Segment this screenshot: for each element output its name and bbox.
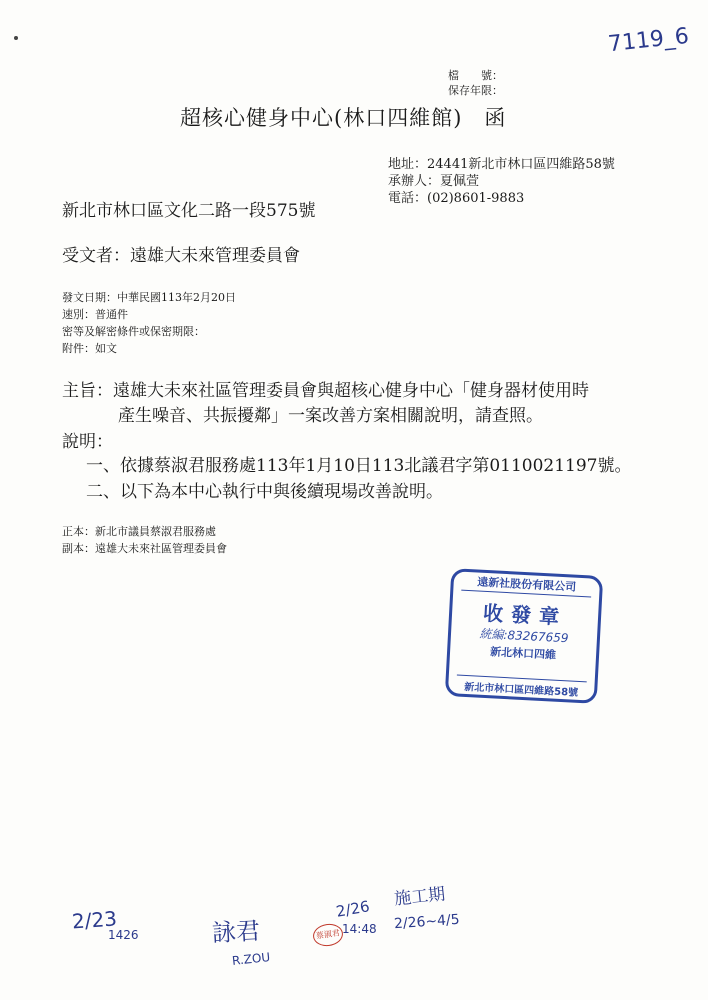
subject-line-1: 主旨：遠雄大未來社區管理委員會與超核心健身中心「健身器材使用時 (62, 381, 589, 401)
copy-cc: 副本：遠雄大未來社區管理委員會 (62, 542, 227, 555)
handwritten-note-construction-period: 2/26~4/5 (393, 911, 461, 933)
security-level: 密等及解密條件或保密期限： (62, 325, 205, 338)
explanation-item-1: 一、依據蔡淑君服務處113年1月10日113北議君字第0110021197號。 (86, 456, 632, 476)
stamp-location: 新北林口四維 (489, 645, 557, 662)
stamp-address: 新北市林口區四維路58號 (463, 681, 579, 699)
handwritten-note-date-2: 2/26 (334, 897, 371, 921)
subject-line-2: 產生噪音、共振擾鄰」一案改善方案相關說明，請查照。 (118, 406, 543, 426)
attachment: 附件：如文 (62, 342, 117, 355)
handwritten-note-date-1: 2/23 (71, 906, 118, 934)
handwritten-note-time-1: 1426 (108, 928, 139, 942)
explanation-label: 說明： (62, 432, 113, 452)
handwritten-signature-1: 詠君 (211, 916, 261, 948)
handwritten-file-number: 7119_6 (606, 23, 691, 58)
sender-phone: 電話：(02)8601-9883 (388, 191, 525, 206)
stamp-main-text: 收發章 (482, 600, 568, 630)
explanation-item-2: 二、以下為本中心執行中與後續現場改善說明。 (86, 482, 443, 502)
file-number-label: 檔 號： (448, 69, 503, 82)
delivery-speed: 速別：普通件 (62, 308, 128, 321)
recipient: 受文者：遠雄大未來管理委員會 (62, 246, 300, 266)
recipient-address: 新北市林口區文化二路一段575號 (62, 201, 316, 221)
handwritten-signature-1b: R.ZOU (231, 950, 271, 968)
red-personal-seal: 蔡淑君 (312, 922, 345, 948)
issue-date: 發文日期：中華民國113年2月20日 (62, 291, 236, 304)
punch-hole-mark (14, 36, 18, 40)
retention-period-label: 保存年限： (448, 84, 503, 97)
stamp-tax-id: 統編:83267659 (479, 626, 569, 646)
stamp-company: 遠新社股份有限公司 (476, 575, 577, 594)
sender-handler: 承辦人：夏佩萱 (388, 174, 480, 189)
handwritten-note-construction: 施工期 (393, 884, 447, 910)
sender-address: 地址：24441新北市林口區四維路58號 (388, 157, 615, 172)
document-title: 超核心健身中心(林口四維館) 函 (180, 106, 507, 130)
handwritten-note-time-2: 14:48 (342, 922, 377, 936)
copy-main: 正本：新北市議員蔡淑君服務處 (62, 525, 216, 538)
receipt-stamp (445, 568, 603, 704)
